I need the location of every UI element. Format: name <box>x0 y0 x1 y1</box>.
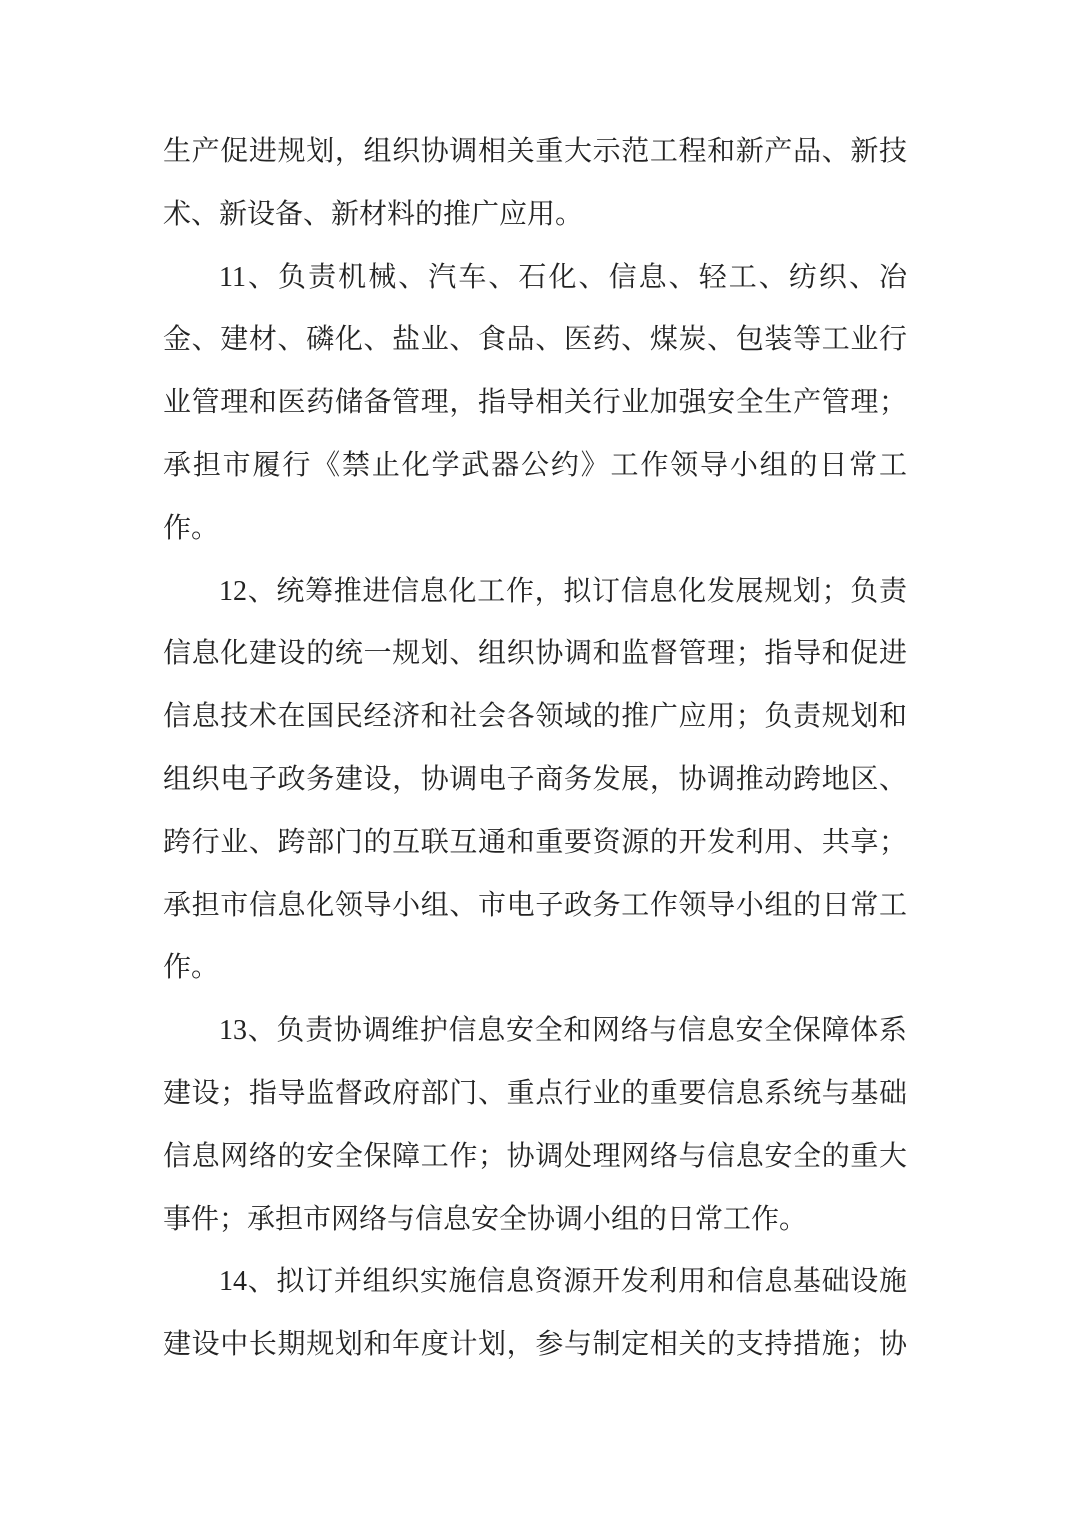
text-line: 12、统筹推进信息化工作，拟订信息化发展规划；负责 <box>219 575 907 607</box>
paragraph-item-11 <box>163 247 907 561</box>
text-line: 11、负责机械、汽车、石化、信息、轻工、纺织、冶 <box>219 261 907 293</box>
document-body <box>163 121 907 1377</box>
text-line: 作。 <box>163 512 220 544</box>
text-line: 13、负责协调维护信息安全和网络与信息安全保障体系 <box>219 1015 907 1047</box>
text-line: 作。 <box>163 952 220 984</box>
text-line: 业管理和医药储备管理，指导相关行业加强安全生产管理； <box>163 387 907 419</box>
text-line: 信息化建设的统一规划、组织协调和监督管理；指导和促进 <box>163 638 907 670</box>
paragraph-item-14 <box>163 1251 907 1377</box>
text-line: 事件；承担市网络与信息安全协调小组的日常工作。 <box>163 1203 808 1235</box>
text-line: 信息技术在国民经济和社会各领域的推广应用；负责规划和 <box>163 701 907 733</box>
text-line: 承担市履行《禁止化学武器公约》工作领导小组的日常工 <box>163 449 907 481</box>
text-line: 建设中长期规划和年度计划，参与制定相关的支持措施；协 <box>163 1329 907 1361</box>
paragraph-item-13 <box>163 1000 907 1251</box>
text-line: 生产促进规划，组织协调相关重大示范工程和新产品、新技 <box>163 136 907 167</box>
text-line: 组织电子政务建设，协调电子商务发展，协调推动跨地区、 <box>163 763 907 795</box>
text-line: 金、建材、磷化、盐业、食品、医药、煤炭、包装等工业行 <box>163 324 907 356</box>
text-line: 承担市信息化领导小组、市电子政务工作领导小组的日常工 <box>163 889 907 921</box>
text-line: 信息网络的安全保障工作；协调处理网络与信息安全的重大 <box>163 1140 907 1172</box>
text-line: 术、新设备、新材料的推广应用。 <box>163 198 584 230</box>
text-line: 跨行业、跨部门的互联互通和重要资源的开发利用、共享； <box>163 826 907 858</box>
paragraph-continuation <box>163 121 907 247</box>
text-line: 14、拟订并组织实施信息资源开发利用和信息基础设施 <box>219 1266 907 1298</box>
paragraph-item-12 <box>163 561 907 1001</box>
text-line: 建设；指导监督政府部门、重点行业的重要信息系统与基础 <box>163 1077 907 1109</box>
